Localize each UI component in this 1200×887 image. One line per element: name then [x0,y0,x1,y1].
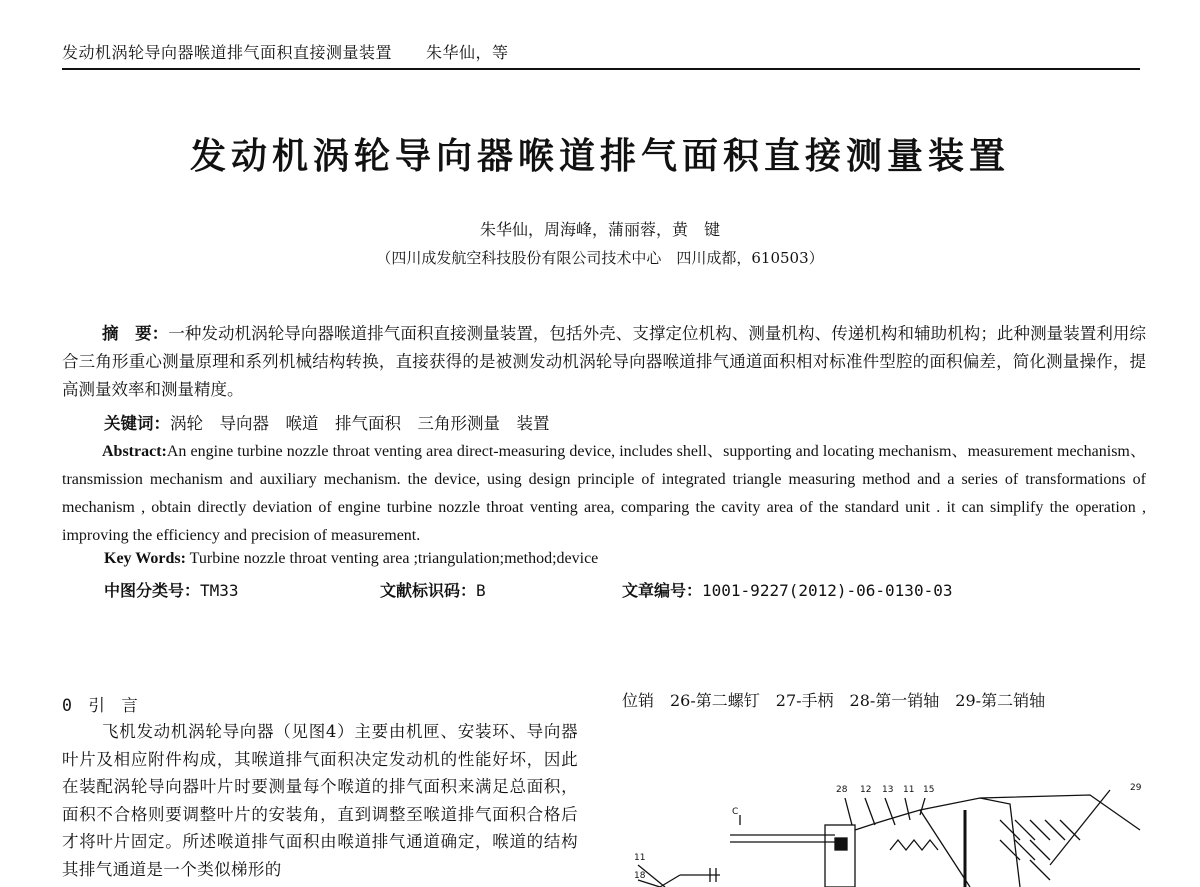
doc-code [380,578,486,601]
abstract-en-text: An engine turbine nozzle throat venting area direct-measuring device, includes shell、supporting and locating mechanism、measurement mechanism、transmission mechanism and auxiliary mechanism. the device, using design principle of integrated triangle measuring method and a series of transformations of mechanism , obtain directly deviation of engine turbine nozzle throat venting area, comparing the cavity area of the standard unit . it can simplify the operation , improving the efficiency and precision of measurement. [62,443,1146,544]
leader-line [1050,790,1110,865]
leader-line [905,798,910,820]
callout-label: 13 [882,785,894,795]
article-label: 文章编号： [622,581,703,600]
abstract-cn-text: 一种发动机涡轮导向器喉道排气面积直接测量装置，包括外壳、支撑定位机构、测量机构、传递机构和辅助机构；此种测量装置利用综合三角形重心测量原理和系列机械结构转换，直接获得的是被测发动机涡轮导向器喉道排气通道面积相对标准件型腔的面积偏差，简化测量操作，提高测量效率和测量精度。 [62,324,1147,399]
drawing-block [825,825,855,887]
callout-label: 12 [860,785,872,795]
drawing-casing [855,798,1020,887]
callout-label: 15 [923,785,935,795]
drawing-line [660,875,680,887]
mechanical-drawing [620,770,1140,887]
hatch-line [1015,840,1035,860]
callout-label: C [732,807,739,817]
figure-caption: 位销 26-第二螺钉 27-手柄 28-第一销轴 29-第二销轴 [622,691,1046,710]
drawing-line [920,810,970,887]
header-rule [62,68,1140,70]
hatch-line [1030,840,1050,860]
clc-value: TM33 [200,581,239,600]
doc-label: 文献标识码： [380,581,477,600]
leader-line [865,798,875,825]
abstract-cn-label: 摘 要： [102,324,169,343]
hatch-line [1000,820,1020,840]
affiliation: （四川成发航空科技股份有限公司技术中心 四川成都，610503） [376,249,824,267]
abstract-en-label: Abstract: [102,443,167,460]
hatch-line [1000,840,1020,860]
callout-label: 11 [903,785,915,795]
hatch-line [1030,820,1050,840]
leader-line [885,798,895,825]
hatch-line [1045,820,1065,840]
hatch-line [1060,820,1080,840]
callout-label: 29 [1130,783,1142,793]
keywords-cn [104,410,550,434]
keywords-en-text: Turbine nozzle throat venting area ;triangulation;method;device [189,550,599,567]
keywords-cn-label: 关键词： [104,414,170,433]
callout-label: 18 [634,871,646,881]
paper-title: 发动机涡轮导向器喉道排气面积直接测量装置 [189,135,1010,177]
callout-label: 11 [634,853,646,863]
leader-line [920,798,925,815]
drawing-bolt [835,838,847,850]
article-number [622,578,952,601]
leader-line [845,798,852,825]
section-heading: 0 引 言 [62,696,138,715]
article-value: 1001-9227(2012)-06-0130-03 [702,581,953,600]
clc-number [104,578,239,601]
clc-label: 中图分类号： [104,581,201,600]
drawing-spring [890,840,938,850]
keywords-en [104,550,598,568]
keywords-cn-text: 涡轮 导向器 喉道 排气面积 三角形测量 装置 [170,414,550,433]
author-list: 朱华仙，周海峰，蒲丽蓉，黄 键 [479,220,720,239]
keywords-en-label: Key Words: [104,550,186,567]
abstract-cn [62,320,1146,404]
callout-label: 28 [836,785,848,795]
abstract-en [62,438,1146,550]
running-head-title: 发动机涡轮导向器喉道排气面积直接测量装置 [62,43,393,62]
hatch-line [1015,820,1035,840]
doc-value: B [476,581,486,600]
running-head [62,40,509,63]
intro-paragraph: 飞机发动机涡轮导向器（见图4）主要由机匣、安装环、导向器叶片及相应附件构成，其喉道排气面积决定发动机的性能好坏，因此在装配涡轮导向器叶片时要测量每个喉道的排气面积来满足总面积，面积不合格则要调整叶片的安装角，直到调整至喉道排气面积合格后才将叶片固定。所述喉道排气面积由喉道排气通道确定，喉道的结构其排气通道是一个类似梯形的 [62,722,578,879]
hatch-line [1030,860,1050,880]
running-head-authors: 朱华仙，等 [426,43,509,62]
